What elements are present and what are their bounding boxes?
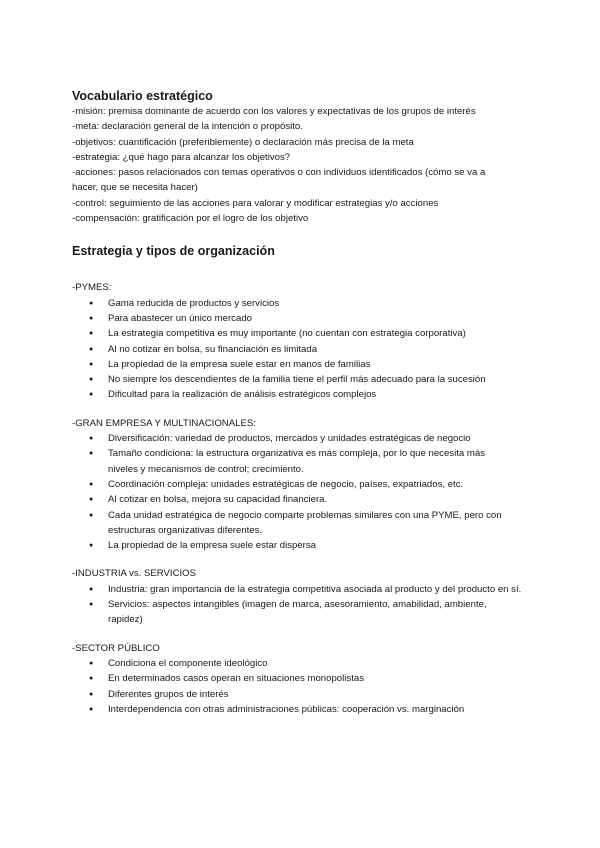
list-item: ● La propiedad de la empresa suele estar dispersa: [72, 538, 542, 553]
bullet-list: [72, 582, 542, 628]
list-item: ● Servicios: aspectos intangibles (imagen de marca, asesoramiento, amabilidad, ambiente, rapidez): [72, 597, 542, 628]
list-item: ● Al cotizar en bolsa, mejora su capacidad financiera.: [72, 492, 542, 507]
section-pymes: [72, 270, 542, 402]
list-item: ● No siempre los descendientes de la familia tiene el perfil más adecuado para la sucesión: [72, 372, 542, 387]
list-item: ● Interdependencia con otras administraciones públicas: cooperación vs. marginación: [72, 702, 542, 717]
list-item: ● En determinados casos operan en situaciones monopolistas: [72, 671, 542, 686]
list-item: ● Cada unidad estratégica de negocio comparte problemas similares con una PYME, pero con estructuras organizativas diferentes.: [72, 508, 542, 539]
section-label: -INDUSTRIA vs. SERVICIOS: [72, 568, 197, 580]
section-label: -SECTOR PÚBLICO: [72, 642, 160, 654]
list-item: ● Tamaño condiciona: la estructura organizativa es más compleja, por lo que necesita más niveles y mecanismos de control; crecimiento.: [72, 446, 542, 477]
document-page: [72, 88, 542, 717]
vocab-section: [72, 88, 542, 226]
section-gran-empresa: [72, 416, 542, 554]
section-label: -GRAN EMPRESA Y MULTINACIONALES:: [72, 417, 256, 429]
list-item: ● Diversificación: variedad de productos, mercados y unidades estratégicas de negocio: [72, 431, 542, 446]
list-item: ● Diferentes grupos de interés: [72, 687, 542, 702]
vocab-title: Vocabulario estratégico: [72, 89, 213, 103]
list-item: ● Gama reducida de productos y servicios: [72, 296, 542, 311]
vocab-line: -objetivos: cuantificación (preferiblemente) o declaración más precisa de la meta: [72, 136, 414, 148]
list-item: ● Condiciona el componente ideológico: [72, 656, 542, 671]
vocab-line: -meta: declaración general de la intención o propósito.: [72, 121, 303, 133]
vocab-line: -misión: premisa dominante de acuerdo con los valores y expectativas de los grupos de interés: [72, 106, 476, 117]
list-item: ● Dificultad para la realización de análisis estratégicos complejos: [72, 387, 542, 402]
list-item: ● Al no cotizar en bolsa, su financiación es limitada: [72, 342, 542, 357]
list-item: ● Industria: gran importancia de la estrategia competitiva asociada al producto y del producto en sí.: [72, 582, 542, 597]
list-item: ● Coordinación compleja: unidades estratégicas de negocio, países, expatriados, etc.: [72, 477, 542, 492]
org-title: Estrategia y tipos de organización: [72, 244, 275, 259]
section-label: -PYMES:: [72, 282, 112, 294]
bullet-list: [72, 296, 542, 403]
list-item: ● La propiedad de la empresa suele estar en manos de familias: [72, 357, 542, 372]
list-item: ● La estrategia competitiva es muy importante (no cuentan con estrategia corporativa): [72, 326, 542, 341]
vocab-line: -estrategia: ¿qué hago para alcanzar los objetivos?: [72, 151, 291, 163]
bullet-list: [72, 656, 542, 717]
vocab-line: -control: seguimiento de las acciones para valorar y modificar estrategias y/o acciones: [72, 197, 439, 209]
bullet-list: [72, 431, 542, 553]
section-industria-servicios: [72, 566, 542, 627]
vocab-line: -acciones: pasos relacionados con temas operativos o con individuos identificados (cómo se va a hacer, que se necesita hacer): [72, 167, 486, 194]
list-item: ● Para abastecer un único mercado: [72, 311, 542, 326]
section-sector-publico: [72, 641, 542, 717]
vocab-line: -compensación: gratificación por el logro de los objetivo: [72, 213, 309, 225]
